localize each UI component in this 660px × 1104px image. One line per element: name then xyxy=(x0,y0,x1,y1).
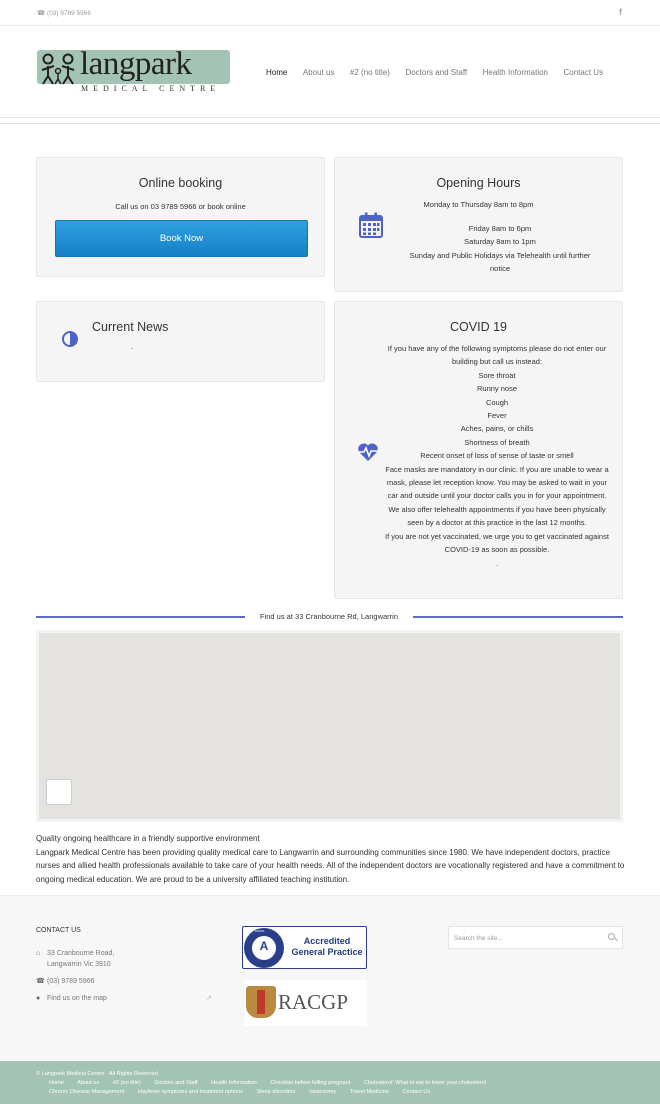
news-content: . xyxy=(131,342,134,351)
external-link-icon: ↗ xyxy=(206,995,212,1002)
nav-no-title[interactable]: #2 (no title) xyxy=(349,68,390,77)
covid-line: Recent onset of loss of sense of taste or smell xyxy=(420,451,574,461)
map-control-button[interactable] xyxy=(46,779,72,805)
about-tagline: Quality ongoing healthcare in a friendly supportive environment xyxy=(36,834,260,843)
google-map[interactable] xyxy=(36,630,623,822)
nav-contact-us[interactable]: Contact Us xyxy=(563,68,604,77)
racgp-text: RACGP xyxy=(278,990,349,1014)
covid-line: Cough xyxy=(485,397,509,407)
top-bar xyxy=(0,0,660,26)
bottom-link[interactable]: About us xyxy=(77,1080,100,1086)
bottom-link[interactable]: #2 (no title) xyxy=(112,1080,141,1086)
about-text: Langpark Medical Centre has been providing quality medical care to Langwarrin and surrounding communities since 1980. We have independent doctors, practice nurses and allied health professionals available to take care of your health needs. All of the independent doctors are vocationally registered and have a commitment to ongoing medical education. We are proud to be a university affiliated teaching institution. xyxy=(36,847,625,884)
covid-line: If you have any of the following symptoms please do not enter our building but call us instead: xyxy=(387,344,607,367)
bottom-link[interactable]: Cholesterol: What to eat to lower your cholesterol xyxy=(363,1080,487,1086)
find-us-heading: Find us at 33 Cranbourne Rd, Langwarrin xyxy=(260,612,398,621)
divider-line-right xyxy=(413,616,623,618)
covid-title: COVID 19 xyxy=(450,320,507,334)
booking-text: Call us on 03 9789 5966 or book online xyxy=(115,202,246,211)
hours-line: Sunday and Public Holidays via Telehealth until further notice xyxy=(409,250,591,274)
nav-home[interactable]: Home xyxy=(266,68,288,77)
agpal-seal xyxy=(244,928,284,968)
covid-line: Aches, pains, or chills xyxy=(460,424,534,434)
bottom-bar xyxy=(0,1061,660,1104)
home-icon: ⌂ xyxy=(36,950,41,957)
agpal-line-2: General Practice xyxy=(291,947,363,957)
covid-line: Runny nose xyxy=(476,384,518,394)
search-icon[interactable] xyxy=(608,933,615,940)
covid-line: . xyxy=(495,558,499,568)
top-phone-text: (03) 9789 5966 xyxy=(46,10,91,17)
hours-line-1: Monday to Thursday 8am to 8pm xyxy=(423,200,534,209)
agpal-line-1: Accredited xyxy=(303,936,351,946)
covid-card xyxy=(334,301,623,599)
search-input[interactable] xyxy=(448,926,623,949)
logo-subtitle: MEDICAL CENTRE xyxy=(81,84,221,93)
heartbeat-icon xyxy=(357,442,379,462)
bottom-link[interactable]: Home xyxy=(49,1080,64,1086)
address-line-1: 33 Cranbourne Road, xyxy=(47,950,115,957)
hours-line: Saturday 8am to 1pm xyxy=(464,237,536,247)
bottom-link[interactable]: Checklist before falling pregnant xyxy=(270,1080,351,1086)
booking-title: Online booking xyxy=(138,176,223,190)
divider-line-left xyxy=(36,616,245,618)
family-icon xyxy=(39,52,79,86)
search-placeholder: Search the site... xyxy=(454,935,503,942)
bottom-link[interactable]: Health Information xyxy=(211,1080,257,1086)
covid-line: If you are not yet vaccinated, we urge you to get vaccinated against COVID-19 as soon as possible. xyxy=(385,531,609,555)
top-phone[interactable]: ☎ (03) 9789 5966 xyxy=(37,10,91,17)
covid-body xyxy=(385,342,609,570)
nav-about-us[interactable]: About us xyxy=(302,68,335,77)
covid-line: Shortness of breath xyxy=(464,437,530,447)
nav-doctors-staff[interactable]: Doctors and Staff xyxy=(405,68,468,77)
address-line-2: Langwarrin Vic 3910 xyxy=(47,961,111,968)
opening-hours-card xyxy=(334,157,623,292)
bottom-link[interactable]: Vasectomy xyxy=(308,1089,337,1095)
covid-line: Fever xyxy=(487,411,507,421)
map-link-text: Find us on the map xyxy=(47,995,107,1002)
bottom-link[interactable]: Contact Us xyxy=(402,1089,431,1095)
main-nav xyxy=(266,68,619,77)
hours-title: Opening Hours xyxy=(436,176,521,190)
half-circle-icon xyxy=(61,330,79,348)
news-title: Current News xyxy=(92,320,169,334)
bottom-link[interactable]: Doctors and Staff xyxy=(154,1080,198,1086)
footer xyxy=(0,895,660,1061)
book-now-button[interactable]: Book Now xyxy=(55,220,308,257)
footer-map-link[interactable] xyxy=(36,993,212,1004)
footer-address xyxy=(36,948,114,970)
logo-wordmark: langpark xyxy=(80,46,192,82)
facebook-icon[interactable]: f xyxy=(619,7,622,17)
bottom-links-row-1 xyxy=(49,1080,498,1086)
nav-health-information[interactable]: Health Information xyxy=(482,68,548,77)
agpal-text xyxy=(287,936,367,958)
about-section xyxy=(36,832,626,886)
bottom-links-row-2 xyxy=(49,1089,442,1095)
calendar-icon xyxy=(359,212,383,238)
phone-icon: ☎ xyxy=(36,978,45,985)
find-us-divider xyxy=(36,612,623,622)
agpal-badge[interactable] xyxy=(242,926,367,969)
map-pin-icon: ● xyxy=(36,995,41,1002)
online-booking-card xyxy=(36,157,325,277)
copyright: © Langpark Medical Centre · All Rights Reserved xyxy=(36,1071,158,1077)
bottom-link[interactable]: Travel Medicine xyxy=(349,1089,389,1095)
current-news-card xyxy=(36,301,325,382)
agpal-seal-letter: A xyxy=(259,939,269,953)
racgp-badge[interactable] xyxy=(244,980,367,1026)
agpal-ring-text: AGPAL xyxy=(255,929,265,933)
racgp-crest-icon xyxy=(246,986,276,1018)
contact-heading: CONTACT US xyxy=(36,927,81,934)
header-divider xyxy=(0,123,660,124)
bottom-link[interactable]: Chronic Disease Management xyxy=(49,1089,125,1095)
hours-line: Friday 8am to 6pm xyxy=(468,224,532,233)
footer-phone[interactable] xyxy=(36,976,94,987)
bottom-link[interactable]: Hayfever symptoms and treatment options xyxy=(137,1089,243,1095)
covid-line: Sore throat xyxy=(478,370,516,380)
bottom-link[interactable]: Sleep disorders xyxy=(256,1089,296,1095)
footer-phone-text: (03) 9789 5966 xyxy=(47,978,95,985)
covid-line: Face masks are mandatory in our clinic. If you are unable to wear a mask, please let reception know. You may be asked to wait in your car and outside until your doctor calls you in for your appointment. We also offer telehealth appointments if you have been physically seen by a doctor at this practice in the last 12 months. xyxy=(385,464,609,528)
site-logo[interactable] xyxy=(37,46,230,94)
hours-lines xyxy=(405,222,595,276)
